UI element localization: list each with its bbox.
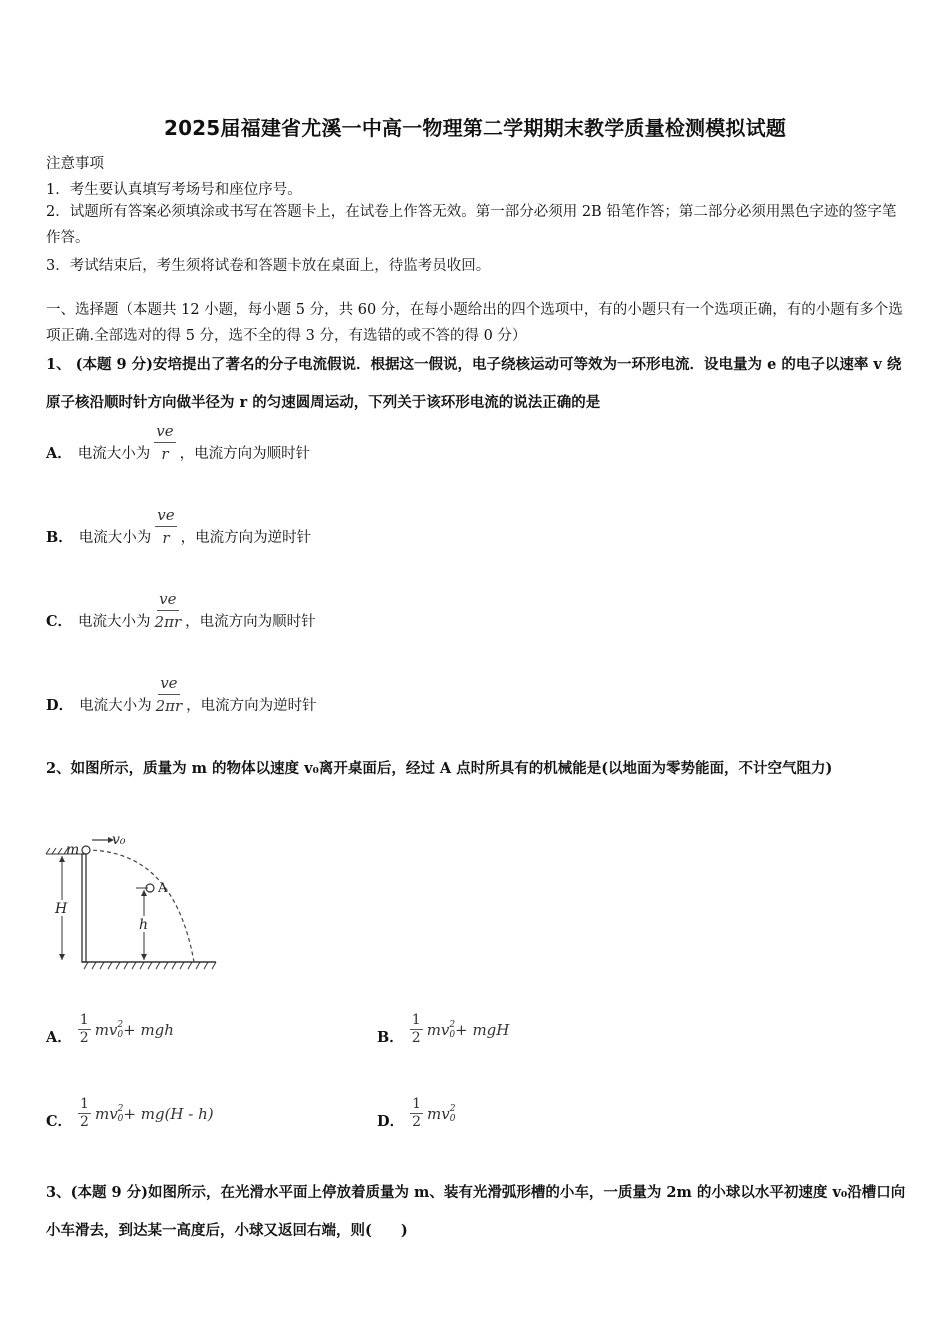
option-text-pre: 电流大小为 — [78, 530, 152, 546]
fraction-denominator: r — [161, 445, 169, 463]
formula — [410, 1012, 510, 1047]
q2-option-b[interactable] — [377, 1012, 509, 1047]
formula — [78, 1012, 174, 1047]
option-text-pre: 电流大小为 — [79, 698, 152, 714]
height-h-label: h — [139, 917, 149, 933]
option-label: C． — [46, 613, 73, 630]
fraction-denominator: 2 — [411, 1030, 421, 1046]
question-1-stem: 1、 (本题 9 分)安培提出了著名的分子电流假说．根据这一假说，电子绕核运动可等效为一环形电流．设电量为 e 的电子以速率 v 绕原子核沿顺时针方向做半径为 r 的匀速圆周运动，下列关于该环形电流的说法正确的是 — [46, 356, 902, 411]
notice-item-3: 3．考试结束后，考生须将试卷和答题卡放在桌面上，待监考员收回。 — [46, 258, 491, 274]
formula — [78, 1096, 214, 1131]
option-label: D． — [46, 697, 74, 714]
fraction-numerator: ve — [158, 674, 179, 695]
arrow-down-icon — [141, 954, 147, 960]
question-3-stem: 3、(本题 9 分)如图所示，在光滑水平面上停放着质量为 m、装有光滑弧形槽的小车，一质量为 2m 的小球以水平初速度 v₀沿槽口向小车滑去，到达某一高度后，小球又返回右端，则( ) — [46, 1184, 906, 1239]
subscript: 0 — [449, 1029, 456, 1040]
fraction-denominator: 2πr — [155, 697, 183, 715]
table-edge — [82, 854, 86, 962]
fraction-denominator: 2 — [412, 1114, 421, 1130]
formula-tail: + mg(H - h) — [123, 1104, 214, 1123]
velocity-label: v₀ — [112, 832, 126, 848]
formula-term: mv — [427, 1104, 450, 1123]
arrow-up-icon — [141, 890, 147, 896]
subscript: 0 — [117, 1029, 124, 1040]
fraction-denominator: 2πr — [154, 613, 182, 631]
fraction-denominator: 2 — [80, 1114, 89, 1130]
formula-tail: + mgh — [123, 1020, 174, 1039]
superscript: 2 — [117, 1019, 124, 1030]
formula-tail: + mgH — [455, 1020, 510, 1039]
arrow-down-icon — [59, 954, 65, 960]
notice-heading: 注意事项 — [46, 156, 104, 172]
fraction-numerator: ve — [157, 590, 178, 611]
option-label: C． — [46, 1113, 73, 1130]
trajectory-curve — [86, 850, 194, 962]
q1-option-a[interactable] — [46, 422, 310, 463]
fraction-numerator: 1 — [412, 1096, 421, 1112]
option-text-pre: 电流大小为 — [77, 446, 151, 462]
fraction-numerator: 1 — [411, 1012, 421, 1028]
subscript: 0 — [117, 1113, 124, 1124]
option-text-post: ，电流方向为逆时针 — [180, 530, 312, 546]
option-label: D． — [377, 1113, 405, 1130]
formula-term: mv — [94, 1104, 118, 1123]
option-label: A． — [46, 1029, 72, 1046]
q2-option-a[interactable] — [46, 1012, 174, 1047]
fraction-numerator: ve — [154, 422, 175, 443]
formula-term: mv — [426, 1020, 450, 1039]
fraction — [154, 422, 175, 463]
option-label: A． — [46, 445, 72, 462]
option-text-post: ，电流方向为逆时针 — [186, 698, 317, 714]
option-text-post: ，电流方向为顺时针 — [179, 446, 311, 462]
projectile-figure — [44, 826, 220, 974]
formula — [410, 1096, 455, 1131]
option-text-post: ，电流方向为顺时针 — [185, 614, 316, 630]
fraction — [155, 506, 176, 547]
fraction — [410, 1096, 423, 1131]
fraction-numerator: 1 — [80, 1096, 89, 1112]
option-text-pre: 电流大小为 — [78, 614, 151, 630]
notice-item-1: 1．考生要认真填写考场号和座位序号。 — [46, 182, 302, 198]
fraction-denominator: 2 — [79, 1030, 89, 1046]
fraction — [78, 1096, 91, 1131]
fraction — [155, 590, 182, 631]
section-header: 一、选择题（本题共 12 小题，每小题 5 分，共 60 分，在每小题给出的四个选项中，有的小题只有一个选项正确，有的小题有多个选项正确.全部选对的得 5 分，选不全的得 3 分，有选错的或不答的得 0 分） — [46, 302, 903, 344]
subscript: 0 — [449, 1113, 456, 1124]
fraction-numerator: ve — [155, 506, 176, 527]
superscript: 2 — [117, 1103, 124, 1114]
option-label: B． — [377, 1029, 404, 1046]
q1-option-b[interactable] — [46, 506, 311, 547]
fraction-numerator: 1 — [79, 1012, 89, 1028]
q1-option-c[interactable] — [46, 590, 316, 631]
page-title: 2025届福建省尤溪一中高一物理第二学期期末教学质量检测模拟试题 — [163, 116, 787, 140]
fraction — [410, 1012, 423, 1047]
arrow-up-icon — [59, 856, 65, 862]
question-2-stem: 2、如图所示，质量为 m 的物体以速度 v₀离开桌面后，经过 A 点时所具有的机械能是(以地面为零势能面，不计空气阻力) — [46, 760, 833, 777]
q2-option-c[interactable] — [46, 1096, 214, 1131]
fraction — [78, 1012, 91, 1047]
superscript: 2 — [449, 1103, 456, 1114]
fraction — [156, 674, 183, 715]
notice-item-2: 2．试题所有答案必须填涂或书写在答题卡上，在试卷上作答无效。第一部分必须用 2B 铅笔作答；第二部分必须用黑色字迹的签字笔作答。 — [46, 204, 897, 246]
object-ball — [82, 846, 90, 854]
q2-option-d[interactable] — [377, 1096, 455, 1131]
mass-label: m — [66, 842, 80, 858]
option-label: B． — [46, 529, 73, 546]
ground — [82, 962, 216, 969]
formula-term: mv — [94, 1020, 118, 1039]
superscript: 2 — [449, 1019, 456, 1030]
q1-option-d[interactable] — [46, 674, 317, 715]
point-a-label: A — [158, 881, 168, 896]
height-H-label: H — [55, 901, 68, 917]
fraction-denominator: r — [162, 529, 170, 547]
